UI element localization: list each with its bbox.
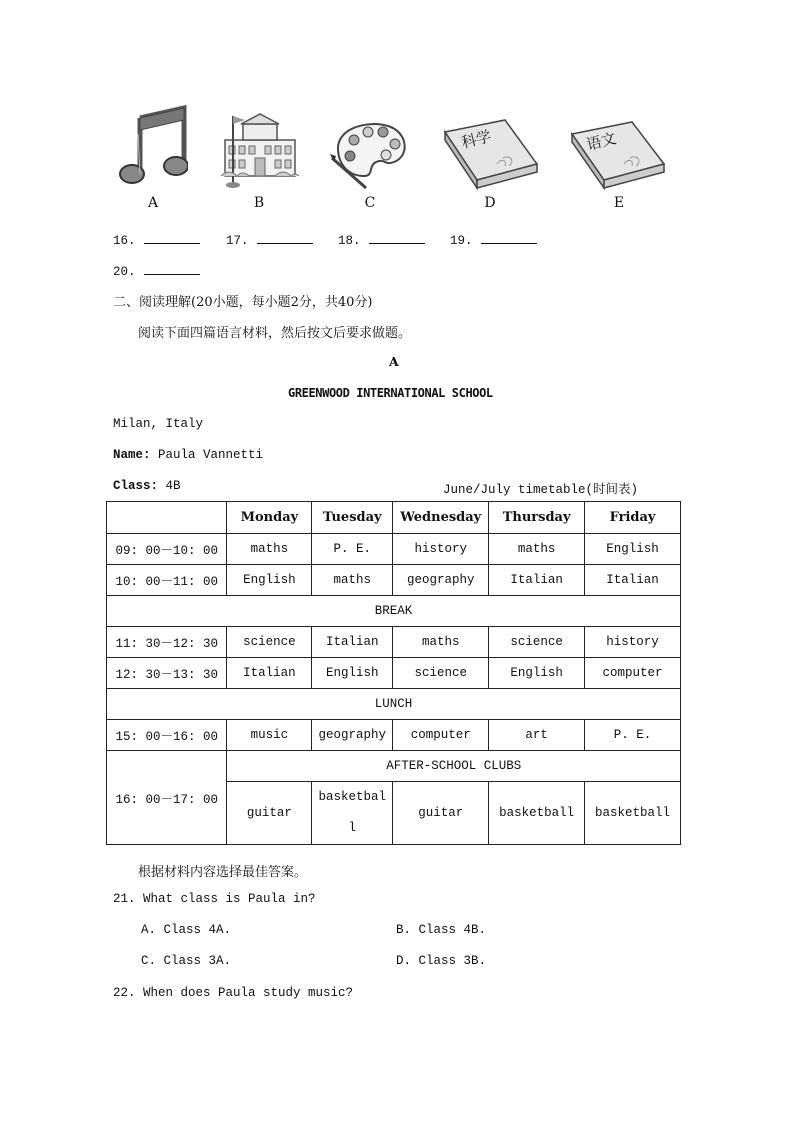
timetable-title: June/July timetable(时间表) xyxy=(443,483,639,497)
table-row xyxy=(107,565,681,596)
table-cell: maths xyxy=(227,534,312,565)
blank-number: 19. xyxy=(450,234,473,248)
blank-number: 18. xyxy=(338,234,361,248)
table-cell: history xyxy=(393,534,489,565)
table-cell: English xyxy=(227,565,312,596)
blank-number: 20. xyxy=(113,265,136,279)
column-header: Monday xyxy=(227,502,312,534)
break-row xyxy=(107,596,681,627)
table-cell: English xyxy=(312,658,393,689)
science-book-icon xyxy=(441,118,541,196)
timetable xyxy=(106,501,681,845)
column-header: Tuesday xyxy=(312,502,393,534)
option-b[interactable]: B. Class 4B. xyxy=(396,923,487,937)
club-cell: guitar xyxy=(393,782,489,845)
student-class xyxy=(113,479,181,493)
question-21: 21. What class is Paula in? xyxy=(113,892,316,906)
paint-palette-icon xyxy=(328,118,412,196)
table-cell: P. E. xyxy=(585,720,681,751)
time-cell: 15: 00－16: 00 xyxy=(107,720,227,751)
table-cell: science xyxy=(227,627,312,658)
picture-label: B xyxy=(253,195,265,211)
option-d[interactable]: D. Class 3B. xyxy=(396,954,487,968)
table-cell: Italian xyxy=(227,658,312,689)
table-row xyxy=(107,534,681,565)
name-value: Paula Vannetti xyxy=(158,448,264,462)
table-header-row xyxy=(107,502,681,534)
book-label: 科学 xyxy=(459,127,494,152)
table-cell: maths xyxy=(312,565,393,596)
option-c[interactable]: C. Class 3A. xyxy=(141,954,232,968)
class-value: 4B xyxy=(165,479,181,493)
club-cell: basketball xyxy=(489,782,585,845)
time-cell: 09: 00－10: 00 xyxy=(107,534,227,565)
blank-number: 17. xyxy=(226,234,249,248)
club-cell: basketball xyxy=(585,782,681,845)
table-cell: Italian xyxy=(312,627,393,658)
table-cell: P. E. xyxy=(312,534,393,565)
time-cell: 12: 30－13: 30 xyxy=(107,658,227,689)
section-title: 二、阅读理解(20小题，每小题2分，共40分) xyxy=(113,295,373,310)
book-label: 语文 xyxy=(584,129,619,154)
table-cell: Italian xyxy=(585,565,681,596)
school-name: GREENWOOD INTERNATIONAL SCHOOL xyxy=(288,386,493,400)
questions-instruction: 根据材料内容选择最佳答案。 xyxy=(138,865,308,880)
option-a[interactable]: A. Class 4A. xyxy=(141,923,232,937)
name-label: Name: xyxy=(113,448,151,462)
school-building-icon xyxy=(219,110,299,194)
answer-blank[interactable] xyxy=(113,231,200,248)
table-cell: computer xyxy=(393,720,489,751)
picture-label: C xyxy=(364,195,376,211)
column-header: Wednesday xyxy=(393,502,489,534)
table-cell: geography xyxy=(393,565,489,596)
picture-label: E xyxy=(613,195,625,211)
class-label: Class: xyxy=(113,479,159,493)
column-header: Thursday xyxy=(489,502,585,534)
music-note-icon xyxy=(118,104,188,192)
question-22: 22. When does Paula study music? xyxy=(113,986,354,1000)
time-cell: 11: 30－12: 30 xyxy=(107,627,227,658)
answer-blank[interactable] xyxy=(226,231,313,248)
table-row xyxy=(107,627,681,658)
student-name xyxy=(113,448,263,462)
table-cell: art xyxy=(489,720,585,751)
picture-label: A xyxy=(147,195,159,211)
table-cell: geography xyxy=(312,720,393,751)
table-cell: maths xyxy=(489,534,585,565)
school-location: Milan, Italy xyxy=(113,417,204,431)
table-row xyxy=(107,658,681,689)
table-cell: English xyxy=(585,534,681,565)
time-cell: 16: 00－17: 00 xyxy=(107,751,227,845)
table-cell: English xyxy=(489,658,585,689)
column-header: Friday xyxy=(585,502,681,534)
table-cell: science xyxy=(489,627,585,658)
table-cell: history xyxy=(585,627,681,658)
table-cell: music xyxy=(227,720,312,751)
lunch-row xyxy=(107,689,681,720)
section-instruction: 阅读下面四篇语言材料，然后按文后要求做题。 xyxy=(138,326,412,341)
answer-blank[interactable] xyxy=(338,231,425,248)
club-cell: guitar xyxy=(227,782,312,845)
table-cell: computer xyxy=(585,658,681,689)
club-cell: basketbal l xyxy=(312,782,393,845)
picture-label: D xyxy=(484,195,496,211)
answer-blank[interactable] xyxy=(450,231,537,248)
clubs-header-row xyxy=(107,751,681,782)
passage-letter: A xyxy=(389,354,399,369)
break-cell: BREAK xyxy=(107,596,681,627)
table-row xyxy=(107,720,681,751)
table-cell: maths xyxy=(393,627,489,658)
clubs-title: AFTER-SCHOOL CLUBS xyxy=(227,751,681,782)
blank-number: 16. xyxy=(113,234,136,248)
column-header xyxy=(107,502,227,534)
answer-blank[interactable] xyxy=(113,262,200,279)
time-cell: 10: 00－11: 00 xyxy=(107,565,227,596)
chinese-book-icon xyxy=(568,120,668,196)
lunch-cell: LUNCH xyxy=(107,689,681,720)
table-cell: science xyxy=(393,658,489,689)
table-cell: Italian xyxy=(489,565,585,596)
